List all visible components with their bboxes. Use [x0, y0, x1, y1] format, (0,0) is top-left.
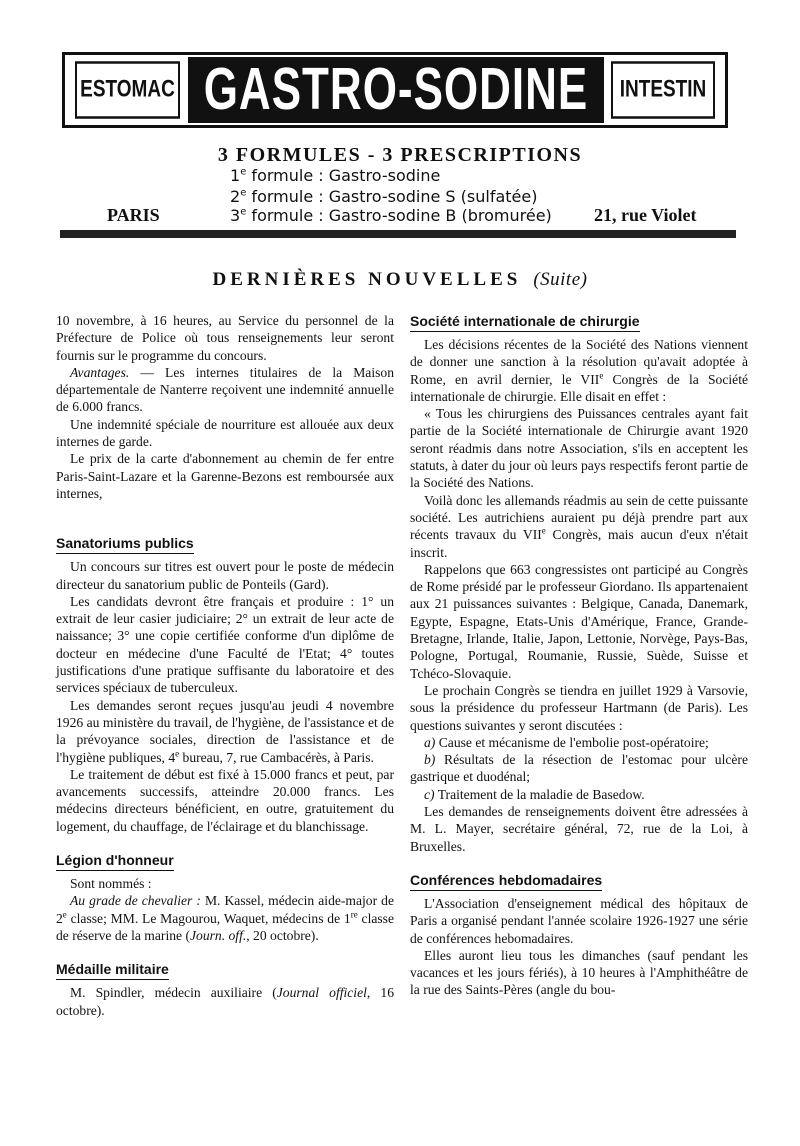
paragraph-text: Congrès, mais aucun d'eux n'était inscrit. — [410, 527, 748, 560]
paragraph: Le prix de la carte d'abonnement au chemin de fer entre Paris-Saint-Lazare et la Garenne-Bezons est remboursée aux internes, — [56, 451, 394, 501]
ordinal: e — [541, 525, 546, 536]
paragraph: « Tous les chirurgiens des Puissances centrales ayant fait partie de la Société internationale de Chirurgie avant 1920 seront réadmis dans notre Association, s'ils en acceptent les statuts, à dater du jour où leurs pays respectifs feront partie de la Société des Nations. — [410, 406, 748, 491]
ad-brand-name — [188, 57, 604, 123]
paragraph-text: bureau, 7, rue Cambacérès, à Paris. — [179, 749, 374, 765]
ordinal: e — [599, 370, 604, 381]
ad-address: 21, rue Violet — [594, 205, 697, 225]
paragraph — [56, 984, 394, 1019]
paragraph: Sont nommés : — [70, 876, 152, 892]
paragraph: Les candidats devront être français et produire : 1° un extrait de leur casier judiciaire; 2° un extrait de leur acte de naissance; 3° une copie certifiée conforme d'un diplôme de docteur en médecine d'une Faculté de l'Etat; 4° toutes justifications d'une pratique suffisante du laboratoire et des services spéciaux de tuberculeux. — [56, 593, 394, 696]
paragraph — [56, 697, 394, 766]
ad-formula-1 — [230, 166, 440, 185]
list-marker: c) — [424, 786, 435, 802]
spacer — [56, 502, 394, 518]
section-heading-wrap — [410, 312, 748, 335]
section-heading-wrap — [56, 960, 394, 983]
spacer — [410, 855, 748, 871]
list-item — [410, 786, 748, 803]
paragraph: L'Association d'enseignement médical des hôpitaux de Paris a organisé pendant l'année scolaire 1926-1927 une série de conférences hebomadaires. — [410, 895, 748, 946]
spacer — [56, 944, 394, 960]
paragraph: Rappelons que 663 congressistes ont participé au Congrès de Rome présidé par le professeur Giordano. Ils appartenaient aux 21 puissances suivantes : Belgique, Canada, Danemark, Egypte, Espagne, Etats-Unis d'Amérique, France, Grande-Bretagne, Irlande, Italie, Japon, Lettonie, Norvège, Pays-Bas, Pologne, Portugal, Roumanie, Russie, Suède, Suisse et Tchéco-Slovaquie. — [410, 561, 748, 681]
spacer — [56, 518, 394, 534]
ad-divider-rule — [60, 230, 736, 238]
page-title-main: DERNIÈRES NOUVELLES — [212, 269, 522, 290]
list-item — [410, 751, 748, 786]
paragraph: 10 novembre, à 16 heures, au Service du personnel de la Préfecture de Police où tous renseignements leur seront fournis sur le programme du concours. — [56, 313, 394, 363]
source-citation: Journal officiel — [276, 985, 367, 1001]
paragraph-text: Les demandes seront reçues jusqu'au jeudi 4 novembre 1926 au ministère du travail, de l'hygiène, de l'assistance et de la prévoyance sociales, direction de l'assistance et de l'hygiène publiques, 4 — [56, 697, 394, 765]
right-column — [410, 312, 748, 999]
formula-ordinal: e — [240, 187, 247, 199]
formula-ordinal: e — [240, 206, 247, 218]
paragraph — [410, 336, 748, 405]
paragraph — [410, 492, 748, 561]
ad-city: PARIS — [107, 205, 160, 225]
paragraph-text: classe; MM. Le Magourou, Waquet, médecins de 1 — [66, 910, 351, 926]
ordinal: e — [62, 909, 67, 920]
ordinal: e — [175, 748, 180, 758]
paragraph: Un concours sur titres est ouvert pour le poste de médecin directeur du sanatorium public de Ponteils (Gard). — [56, 559, 394, 592]
page-title — [0, 269, 800, 291]
paragraph — [56, 364, 394, 416]
formula-number: 3 — [230, 206, 241, 225]
paragraph: Les demandes de renseignements doivent être adressées à M. L. Mayer, secrétaire général, 72, rue de la Loi, à Bruxelles. — [410, 804, 748, 854]
formula-ordinal: e — [240, 166, 247, 178]
formula-number: 1 — [230, 166, 241, 185]
section-heading-medaille: Médaille militaire — [56, 960, 169, 980]
spacer — [56, 835, 394, 851]
paragraph: Une indemnité spéciale de nourriture est allouée aux deux internes de garde. — [56, 416, 394, 450]
list-marker: b) — [424, 752, 436, 768]
paragraph — [56, 892, 394, 944]
paragraph-label: Avantages. — [70, 364, 130, 380]
list-text: Résultats de la résection de l'estomac pour ulcère gastrique et duodénal; — [410, 752, 748, 785]
ad-label-intestin: INTESTIN — [611, 61, 715, 119]
section-heading-sanatoriums: Sanatoriums publics — [56, 534, 194, 554]
advertisement-banner — [62, 52, 728, 128]
paragraph-text: , 20 octobre). — [246, 927, 319, 943]
section-heading-wrap — [56, 534, 394, 557]
list-marker: a) — [424, 734, 436, 750]
ad-formulas-heading: 3 FORMULES - 3 PRESCRIPTIONS — [217, 144, 583, 166]
ad-brand-text: GASTRO-SODINE — [203, 56, 589, 123]
formula-text: formule : Gastro-sodine — [246, 166, 441, 185]
paragraph: Elles auront lieu tous les dimanches (sauf pendant les vacances et les jours fériés), à 10 heures à l'Amphithéâtre de la rue des Saints-Pères (angle du bou- — [410, 947, 748, 998]
paragraph: Le traitement de début est fixé à 15.000 francs et peut, par avancements successifs, atteindre 20.000 francs. Les médecins directeurs bénéficient, en outre, gratuitement du logement, du chauffage, de l'éclairage et du blanchissage. — [56, 766, 394, 834]
paragraph-text: Voilà donc les allemands réadmis au sein de cette puissante société. Les autrichiens auraient pu déjà prendre part aux récents travaux du VII — [410, 492, 748, 543]
formula-text: formule : Gastro-sodine B (bromurée) — [246, 206, 552, 225]
section-heading-wrap — [56, 851, 394, 874]
paragraph-text: Congrès de la Société internationale de chirurgie. Elle disait en effet : — [410, 371, 748, 404]
formula-text: formule : Gastro-sodine S (sulfatée) — [246, 187, 538, 206]
ad-formula-2 — [230, 187, 537, 206]
section-heading-conferences: Conférences hebdomadaires — [410, 871, 602, 891]
paragraph-text: — Les internes titulaires de la Maison départementale de Nanterre reçoivent une indemnité annuelle de 6.000 francs. — [56, 364, 394, 415]
paragraph-text: classe de réserve de la marine ( — [56, 910, 395, 943]
list-text: Cause et mécanisme de l'embolie post-opératoire; — [435, 734, 709, 750]
source-citation: Journ. off. — [189, 927, 247, 943]
page-title-suffix: (Suite) — [533, 269, 588, 290]
ad-label-estomac: ESTOMAC — [75, 61, 180, 119]
list-item — [410, 734, 748, 751]
paragraph-label: Au grade de chevalier : — [70, 893, 201, 909]
list-text: Traitement de la maladie de Basedow. — [434, 786, 645, 802]
paragraph-text: , 16 octobre). — [56, 985, 395, 1018]
section-heading-societe: Société internationale de chirurgie — [410, 312, 640, 332]
paragraph-text: Les décisions récentes de la Société des Nations viennent de donner une sanction à la résolution qu'avait adoptée à Rome, en avril dernier, le VII — [410, 337, 748, 387]
left-column — [56, 312, 394, 1019]
ad-formula-3 — [230, 206, 552, 225]
section-heading-legion: Légion d'honneur — [56, 851, 174, 871]
paragraph-text: M. Spindler, médecin auxiliaire ( — [70, 985, 277, 1001]
paragraph-text: M. Kassel, médecin aide-major de 2 — [56, 893, 395, 926]
paragraph: Le prochain Congrès se tiendra en juillet 1929 à Varsovie, sous la présidence du professeur Hartmann (de Paris). Les questions suivantes y seront discutées : — [410, 682, 748, 733]
section-heading-wrap — [410, 871, 748, 894]
formula-number: 2 — [230, 187, 241, 206]
ordinal: re — [350, 909, 358, 920]
